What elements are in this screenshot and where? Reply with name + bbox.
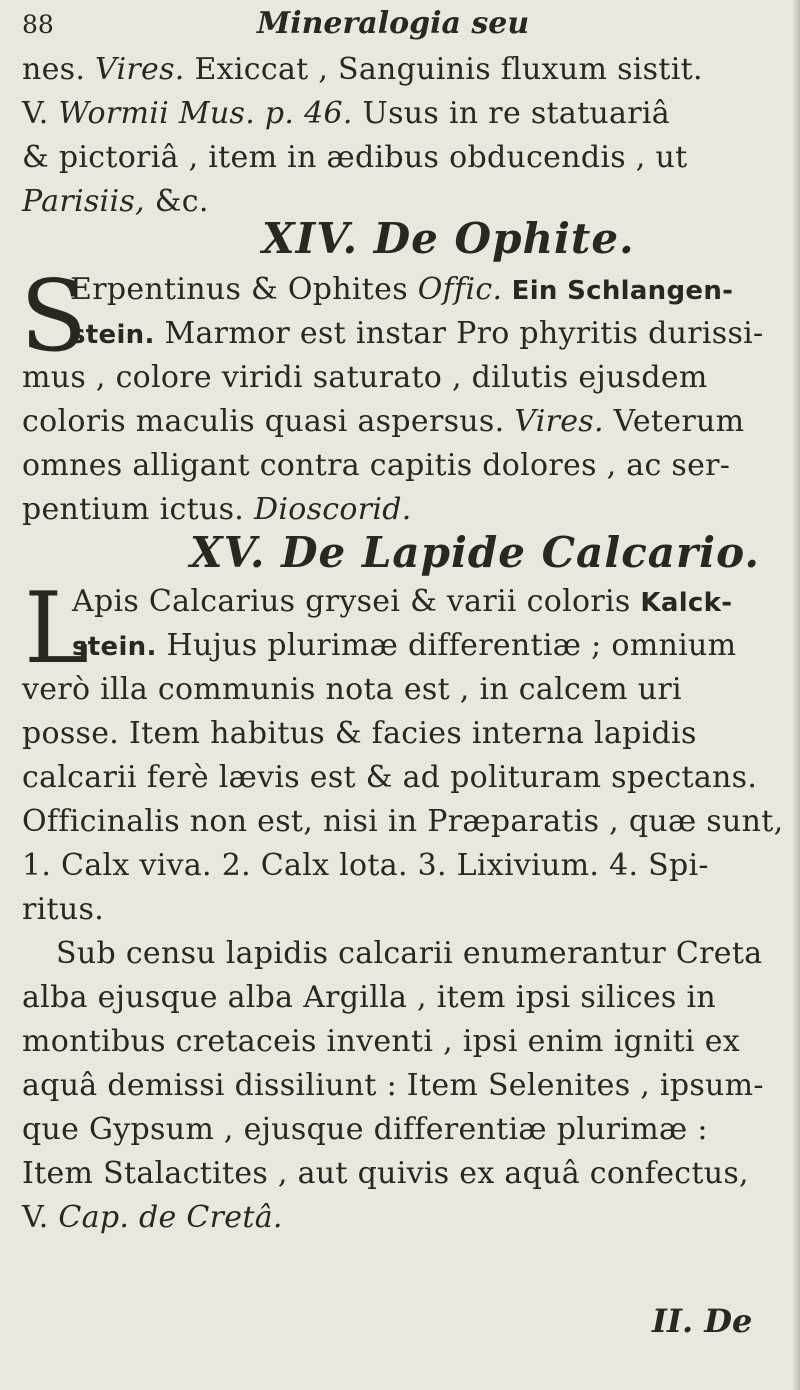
calcario-para2-line-2-text: alba ejusque alba Argilla , item ipsi silices in [22, 980, 716, 1015]
calcario-para2-line-1 [56, 932, 762, 976]
calcario-para2-line-2 [22, 976, 716, 1020]
calcario-line-8 [22, 888, 104, 932]
ophite-line-2-rest: Marmor est instar Pro phyritis durissi- [154, 316, 764, 351]
dropcap-s: S [20, 260, 88, 374]
calcario-line-7-text: 1. Calx viva. 2. Calx lota. 3. Lixivium. 4. Spi- [22, 848, 709, 883]
section-heading-ophite: XIV. De Ophite. [262, 214, 635, 263]
calcario-line-7 [22, 844, 709, 888]
calcario-para2-line-7 [22, 1196, 283, 1240]
calcario-line-6 [22, 800, 783, 844]
calcario-line-2 [72, 624, 736, 669]
intro-line-2-text: V. [22, 96, 59, 131]
calcario-line-8-text: ritus. [22, 892, 105, 927]
calcario-para2-line-3 [22, 1020, 740, 1064]
ophite-line-4 [22, 400, 744, 444]
ophite-line-3-text: mus , colore viridi saturato , dilutis ejusdem [22, 360, 708, 395]
ophite-line-1-italic: Offic. [417, 272, 503, 307]
calcario-para2-line-6-text: Item Stalactites , aut quivis ex aquâ confectus, [22, 1156, 749, 1191]
ophite-line-1-german: Ein Schlangen- [502, 276, 734, 306]
calcario-line-2-german: stein. [72, 632, 157, 662]
ophite-line-4-text: coloris maculis quasi aspersus. [22, 404, 515, 439]
calcario-line-4 [22, 712, 697, 756]
calcario-para2-line-5-text: que Gypsum , ejusque differentiæ plurimæ : [22, 1112, 708, 1147]
calcario-line-6-text: Officinalis non est, nisi in Præparatis , quæ sunt, [22, 804, 784, 839]
intro-line-1-text: nes. [22, 52, 96, 87]
catchword: II. De [652, 1302, 753, 1340]
ophite-line-6-text: pentium ictus. [22, 492, 254, 527]
calcario-para2-line-1-text: Sub censu lapidis calcarii enumerantur Creta [56, 936, 763, 971]
section-heading-calcario: XV. De Lapide Calcario. [190, 528, 760, 577]
page-header [22, 4, 792, 44]
calcario-para2-line-3-text: montibus cretaceis inventi , ipsi enim igniti ex [22, 1024, 741, 1059]
calcario-line-2-rest: Hujus plurimæ differentiæ ; omnium [156, 628, 737, 663]
calcario-para2-line-6 [22, 1152, 749, 1196]
running-head: Mineralogia seu [257, 6, 530, 41]
ophite-line-1 [70, 268, 733, 313]
intro-line-4-rest: &c. [144, 184, 209, 219]
calcario-para2-line-5 [22, 1108, 708, 1152]
dropcap-l: L [24, 572, 90, 686]
intro-line-3-text: & pictoriâ , item in ædibus obducendis , ut [22, 140, 688, 175]
ophite-line-6-italic: Dioscorid. [253, 492, 412, 527]
ophite-line-5 [22, 444, 730, 488]
calcario-para2-line-4-text: aquâ demissi dissiliunt : Item Selenites , ipsum- [22, 1068, 764, 1103]
intro-line-2 [22, 92, 670, 136]
calcario-line-5 [22, 756, 757, 800]
calcario-line-3 [22, 668, 682, 712]
intro-line-2-italic: Wormii Mus. p. 46. [58, 96, 353, 131]
calcario-line-1-text: Apis Calcarius grysei & varii coloris [72, 584, 641, 619]
ophite-line-4-rest: Veterum [603, 404, 745, 439]
intro-line-3 [22, 136, 687, 180]
intro-line-1-italic: Vires. [95, 52, 185, 87]
calcario-line-5-text: calcarii ferè lævis est & ad polituram spectans. [22, 760, 758, 795]
intro-line-1 [22, 48, 703, 92]
ophite-line-4-italic: Vires. [514, 404, 604, 439]
ophite-line-2-german: stein. [70, 320, 155, 350]
calcario-line-1 [72, 580, 732, 625]
page-number: 88 [22, 10, 54, 39]
intro-line-4 [22, 180, 209, 224]
calcario-para2-line-4 [22, 1064, 764, 1108]
calcario-line-4-text: posse. Item habitus & facies interna lapidis [22, 716, 697, 751]
ophite-line-2 [70, 312, 763, 357]
intro-line-1-rest: Exiccat , Sanguinis fluxum sistit. [184, 52, 703, 87]
intro-line-2-rest: Usus in re statuariâ [352, 96, 670, 131]
calcario-para2-line-7-italic: Cap. de Cretâ. [58, 1200, 283, 1235]
ophite-line-3 [22, 356, 708, 400]
ophite-line-5-text: omnes alligant contra capitis dolores , ac ser- [22, 448, 731, 483]
calcario-line-3-text: verò illa communis nota est , in calcem uri [22, 672, 682, 707]
calcario-line-1-german: Kalck- [640, 588, 733, 618]
ophite-line-6 [22, 488, 412, 532]
ophite-line-1-text: Erpentinus & Ophites [70, 272, 418, 307]
calcario-para2-line-7-text: V. [22, 1200, 59, 1235]
intro-line-4-italic: Parisiis, [22, 184, 145, 219]
